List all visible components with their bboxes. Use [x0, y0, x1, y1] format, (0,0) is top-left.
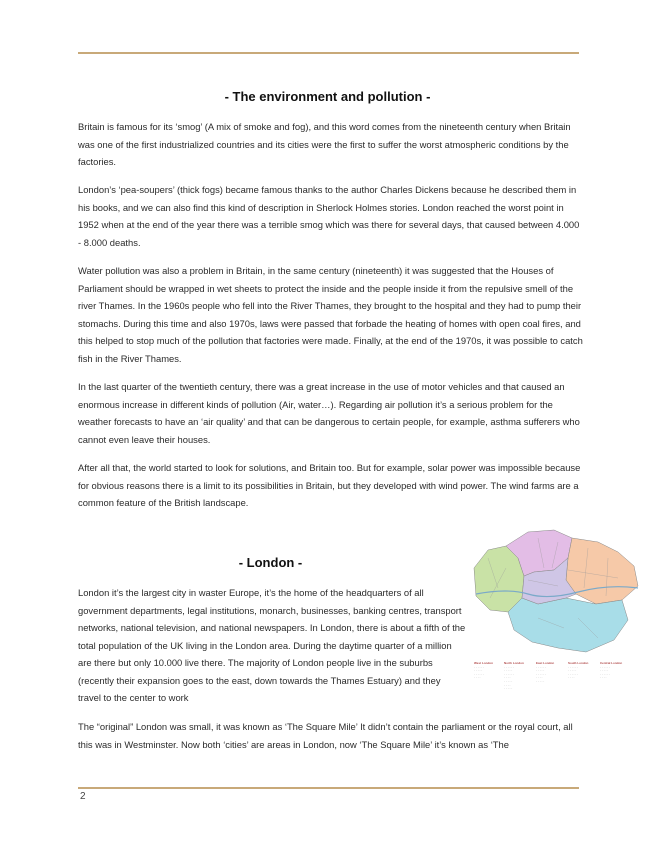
map-region-south — [508, 598, 628, 652]
header-rule — [78, 52, 579, 54]
paragraph-smog: Britain is famous for its ‘smog’ (A mix of smoke and fog), and this word comes from the nineteenth century when Britain was one of the first industrialized countries and its cities were the first to suffer the worst atmospheric conditions by the factories. — [78, 121, 571, 167]
map-region-east — [566, 538, 638, 604]
paragraph-water-pollution: Water pollution was also a problem in Britain, in the same century (nineteenth) it was suggested that the Houses of Parliament should be wrapped in wet sheets to protect the inside and the people inside it from the repulsive smell of the river Thames. In the 1960s people who fell into the River Thames, they brought to the hospital and they had to pump their stomachs. During this time and also 1970s, laws were passed that forbade the heating of homes with open coal fires, and this helped to stop much of the pollution that factories were made. Finally, at the end of the 1970s, it was possible to catch fish in the River Thames. — [78, 265, 583, 364]
page-number: 2 — [80, 791, 86, 802]
london-map-image — [468, 528, 643, 658]
map-legend-west: West London · · · · · · · · · · · · · · · · · · · · · — [474, 661, 493, 680]
map-legend-south: South London · · · · · · · · · · · · · · · · · · · · · — [568, 661, 589, 680]
paragraph-london-overview: London it’s the largest city in waster Europe, it’s the home of the headquarters of all government departments, legal institutions, monarch, businesses, banking centres, transport networks, national television, and national newspapers. In London, there is about a fifth of the total population of the UK living in the London area. During the daytime quarter of a million are there but only 10.000 live there. The majority of London people live in the suburbs (recently their expansion goes to the east, down towards the Thames Estuary) and they travel to the center to work — [78, 587, 466, 703]
footer-rule — [78, 787, 579, 789]
map-legend-east: East London · · · · · · · · · · · · · · · · · · · · · · · · · · — [536, 661, 555, 683]
london-boroughs-map — [468, 528, 643, 708]
paragraph-solutions: After all that, the world started to look for solutions, and Britain too. But for example, solar power was impossible because for obvious reasons there is a limit to its possibilities in Britain, but they developed with wind power. The wind farms are a common feature of the British landscape. — [78, 462, 581, 508]
paragraph-square-mile: The “original” London was small, it was known as ‘The Square Mile’ It didn’t contain the parliament or the royal court, all this was in Westminster. Now both ‘cities’ are areas in London, now ‘The Square Mile’ it’s known as ‘The — [78, 721, 573, 750]
paragraph-pea-soupers: London’s ‘pea-soupers’ (thick fogs) became famous thanks to the author Charles Dickens because he described them in his books, and we can also find this kind of description in Sherlock Holmes stories. London reached the worst point in 1952 when at the end of the year there was a terrible smog which was there for several days, that caused between 4.000 - 8.000 deaths. — [78, 184, 580, 248]
section-title-environment: - The environment and pollution - — [224, 89, 431, 104]
section-title-london: - London - — [238, 555, 303, 570]
paragraph-motor-vehicles: In the last quarter of the twentieth century, there was a great increase in the use of motor vehicles and that caused an enormous increase in different kinds of pollution (Air, water…). Regarding air pollution it’s a serious problem for the weather forecasts to have an ‘air quality’ and that can be dangerous to certain people, for example, asthma sufferers who cannot even leave their houses. — [78, 381, 580, 445]
map-legend-central: Central London · · · · · · · · · · · · · · · · · · · · · — [600, 661, 623, 680]
map-legend-north: North London · · · · · · · · · · · · · · · · · · · · · · · · · · · · · · · · · · · — [504, 661, 524, 691]
